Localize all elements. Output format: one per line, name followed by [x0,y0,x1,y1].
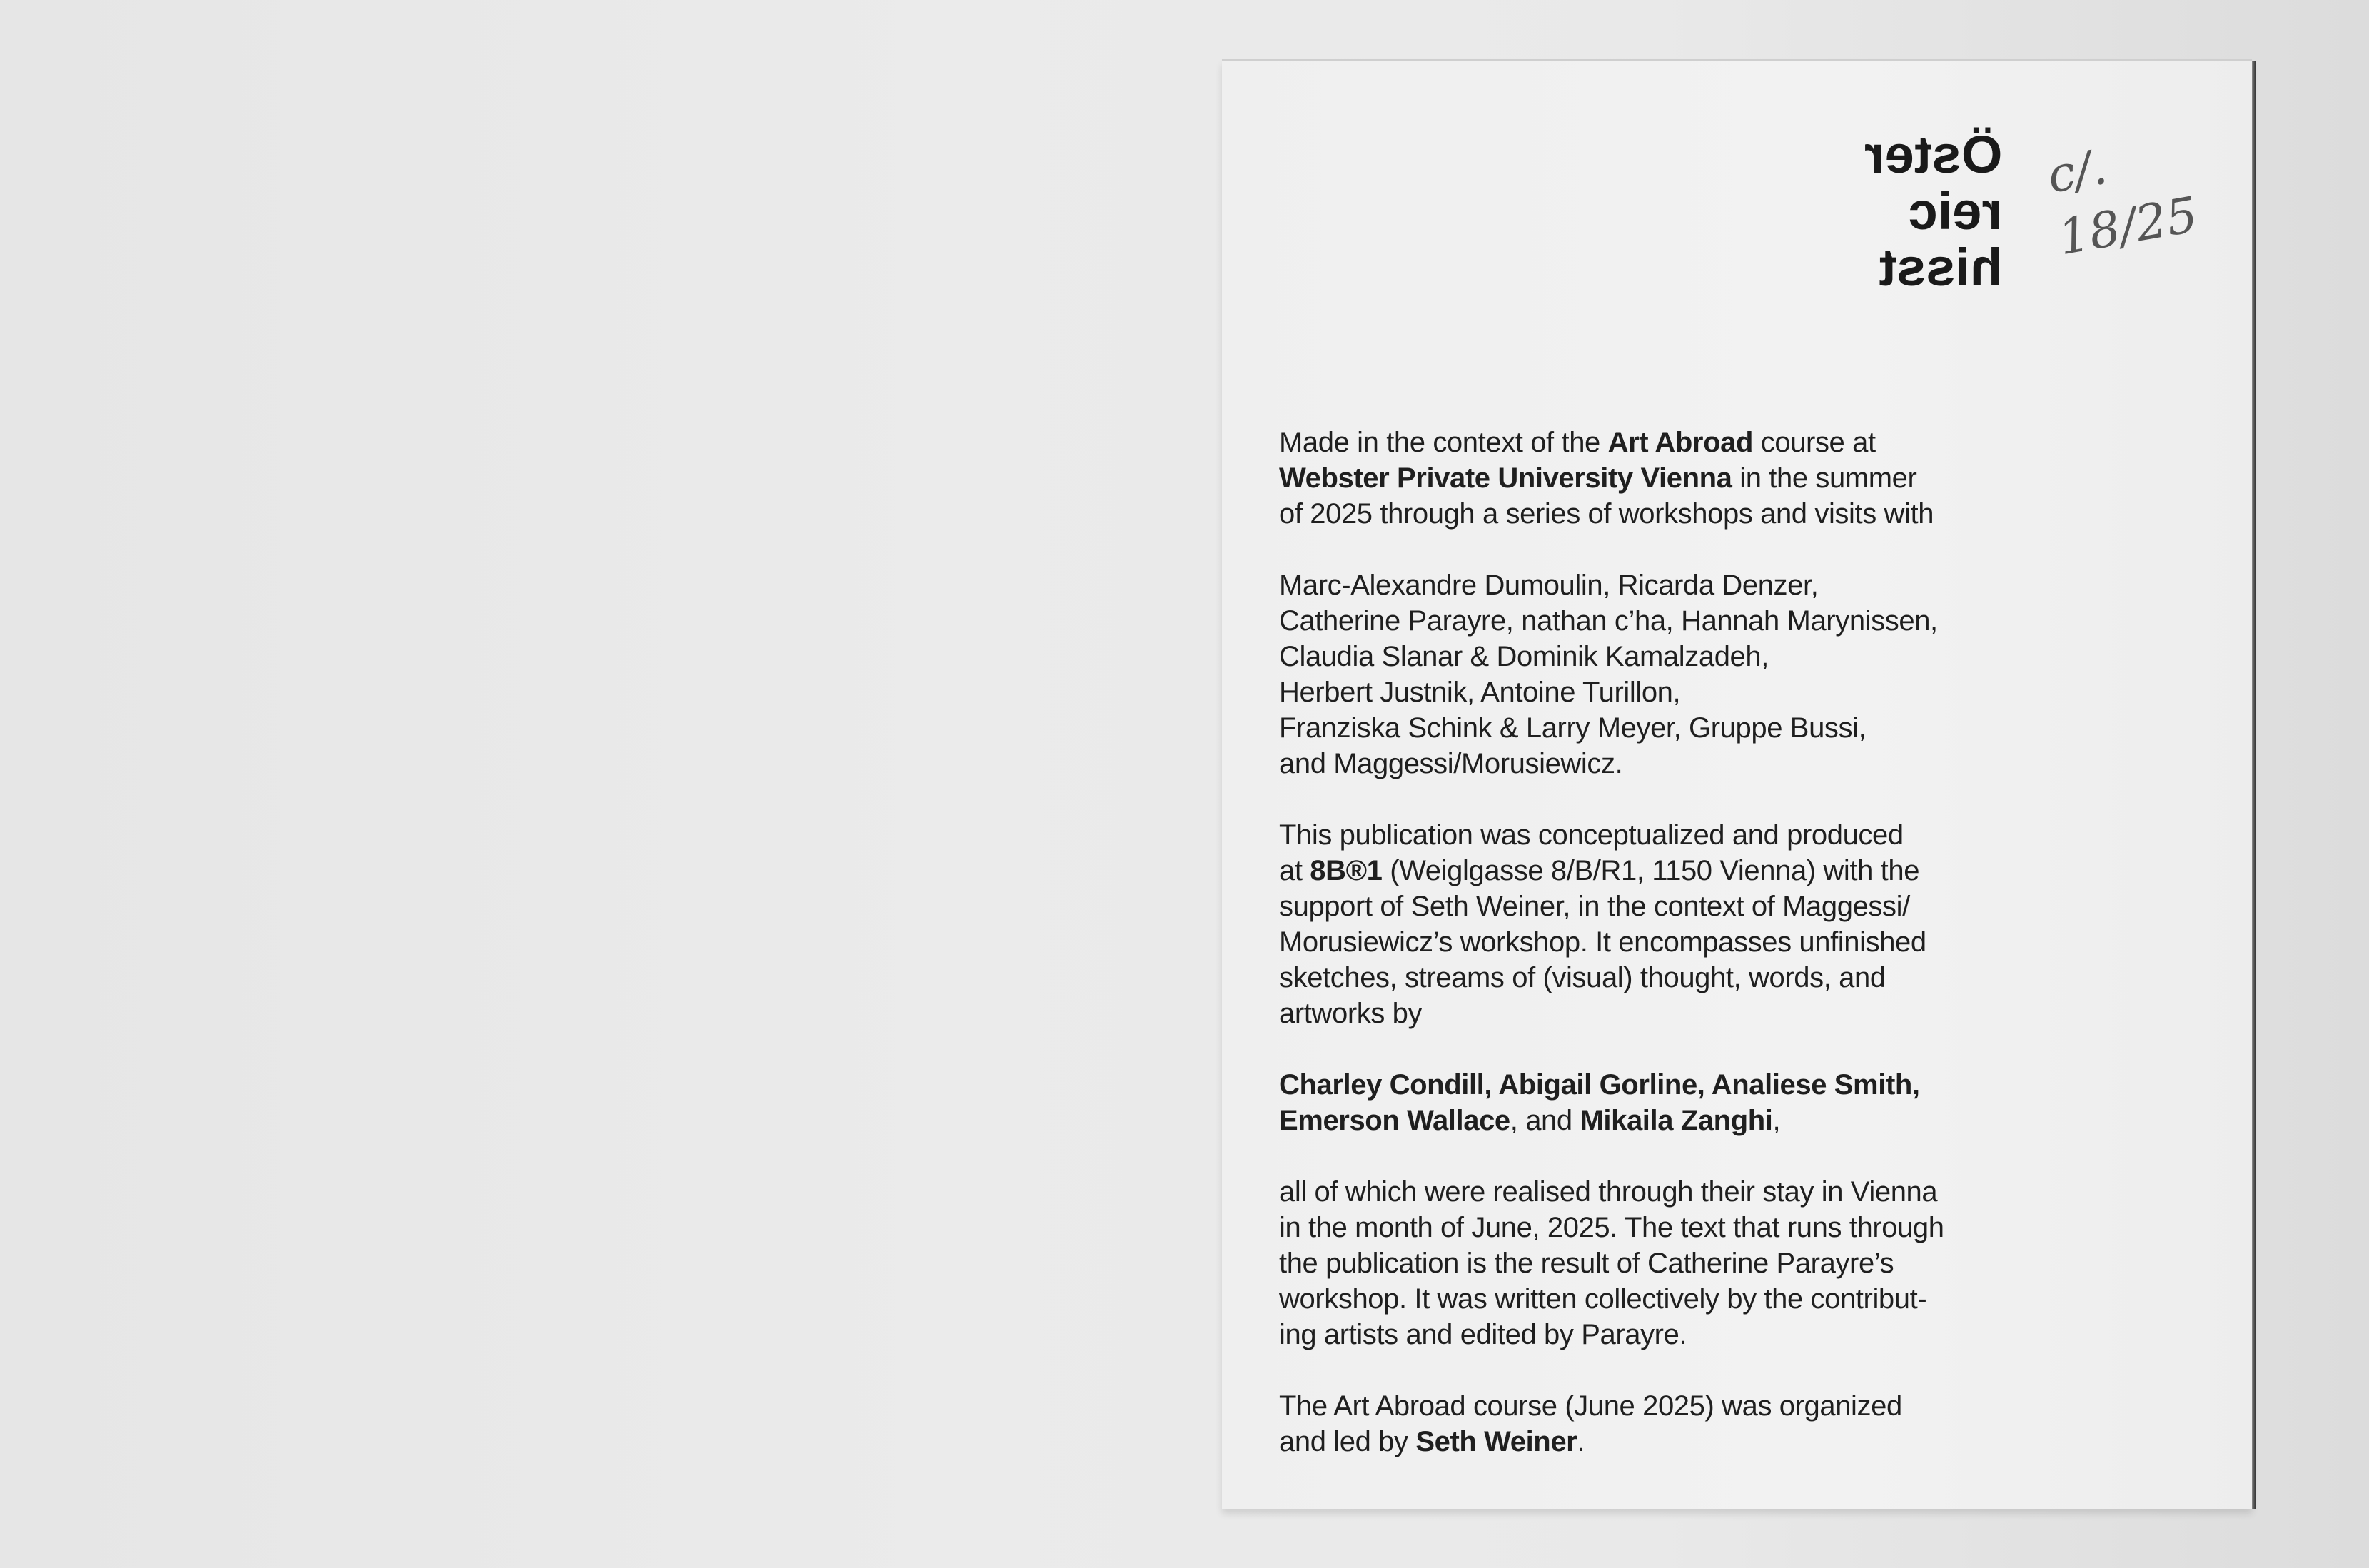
paragraph-realisation [1279,1174,2136,1352]
text-line: of 2025 through a series of workshops and visits with [1279,498,1934,530]
text-line: Herbert Justnik, Antoine Turillon, [1279,677,1681,708]
text-line: the publication is the result of Catherine Parayre’s [1279,1248,1894,1279]
text-line: The Art Abroad course (June 2025) was organized [1279,1390,1902,1422]
colophon-text [1279,425,2136,1495]
paragraph-intro [1279,425,2136,532]
text-line: Marc-Alexandre Dumoulin, Ricarda Denzer, [1279,570,1819,601]
text-line: all of which were realised through their stay in Vienna [1279,1176,1938,1208]
mirrored-title [1864,61,2002,295]
artist-name: Mikaila Zanghi [1580,1105,1773,1136]
colophon-page [1222,61,2252,1509]
university-name: Webster Private University Vienna [1279,462,1732,494]
organizer-name: Seth Weiner [1415,1426,1577,1457]
text: , and [1510,1105,1580,1136]
text-line: in the month of June, 2025. The text that runs through [1279,1212,1944,1243]
text-line: Franziska Schink & Larry Meyer, Gruppe Bussi, [1279,712,1867,744]
title-line-2: reic [1908,181,2002,241]
handwritten-note: c/. 18/25 [2043,138,2202,267]
text-line: workshop. It was written collectively by the contribut- [1279,1283,1927,1315]
text-line: ing artists and edited by Parayre. [1279,1319,1687,1350]
text: at [1279,855,1310,886]
text-line: Catherine Parayre, nathan c’ha, Hannah Marynissen, [1279,605,1938,637]
text-line: sketches, streams of (visual) thought, words, and [1279,962,1886,993]
text-line: This publication was conceptualized and produced [1279,819,1904,851]
paragraph-publication [1279,817,2136,1031]
text-line: Morusiewicz’s workshop. It encompasses unfinished [1279,926,1926,958]
text: in the summer [1732,462,1917,494]
text-line: support of Seth Weiner, in the context of Maggessi/ [1279,891,1910,922]
title-line-3: hisst [1879,238,2002,297]
text: Made in the context of the [1279,427,1608,458]
text: (Weiglgasse 8/B/R1, 1150 Vienna) with the [1382,855,1920,886]
artist-name: Emerson Wallace [1279,1105,1510,1136]
artist-names: Charley Condill, Abigail Gorline, Analiese Smith, [1279,1069,1920,1101]
title-line-1: Öster [1864,125,2002,184]
text-line: artworks by [1279,998,1423,1029]
text-line: and Maggessi/Morusiewicz. [1279,748,1623,779]
paragraph-artists [1279,1067,2136,1138]
venue-name: 8B®1 [1310,855,1383,886]
paragraph-organizer [1279,1388,2136,1460]
text: , [1772,1105,1781,1136]
text: course at [1753,427,1876,458]
course-name: Art Abroad [1607,427,1754,458]
text-line: Claudia Slanar & Dominik Kamalzadeh, [1279,641,1769,672]
text: . [1577,1426,1585,1457]
page-top-edge [1222,59,2252,61]
page-spine-edge [2252,61,2256,1509]
text: and led by [1279,1426,1416,1457]
paragraph-contributors [1279,567,2136,782]
